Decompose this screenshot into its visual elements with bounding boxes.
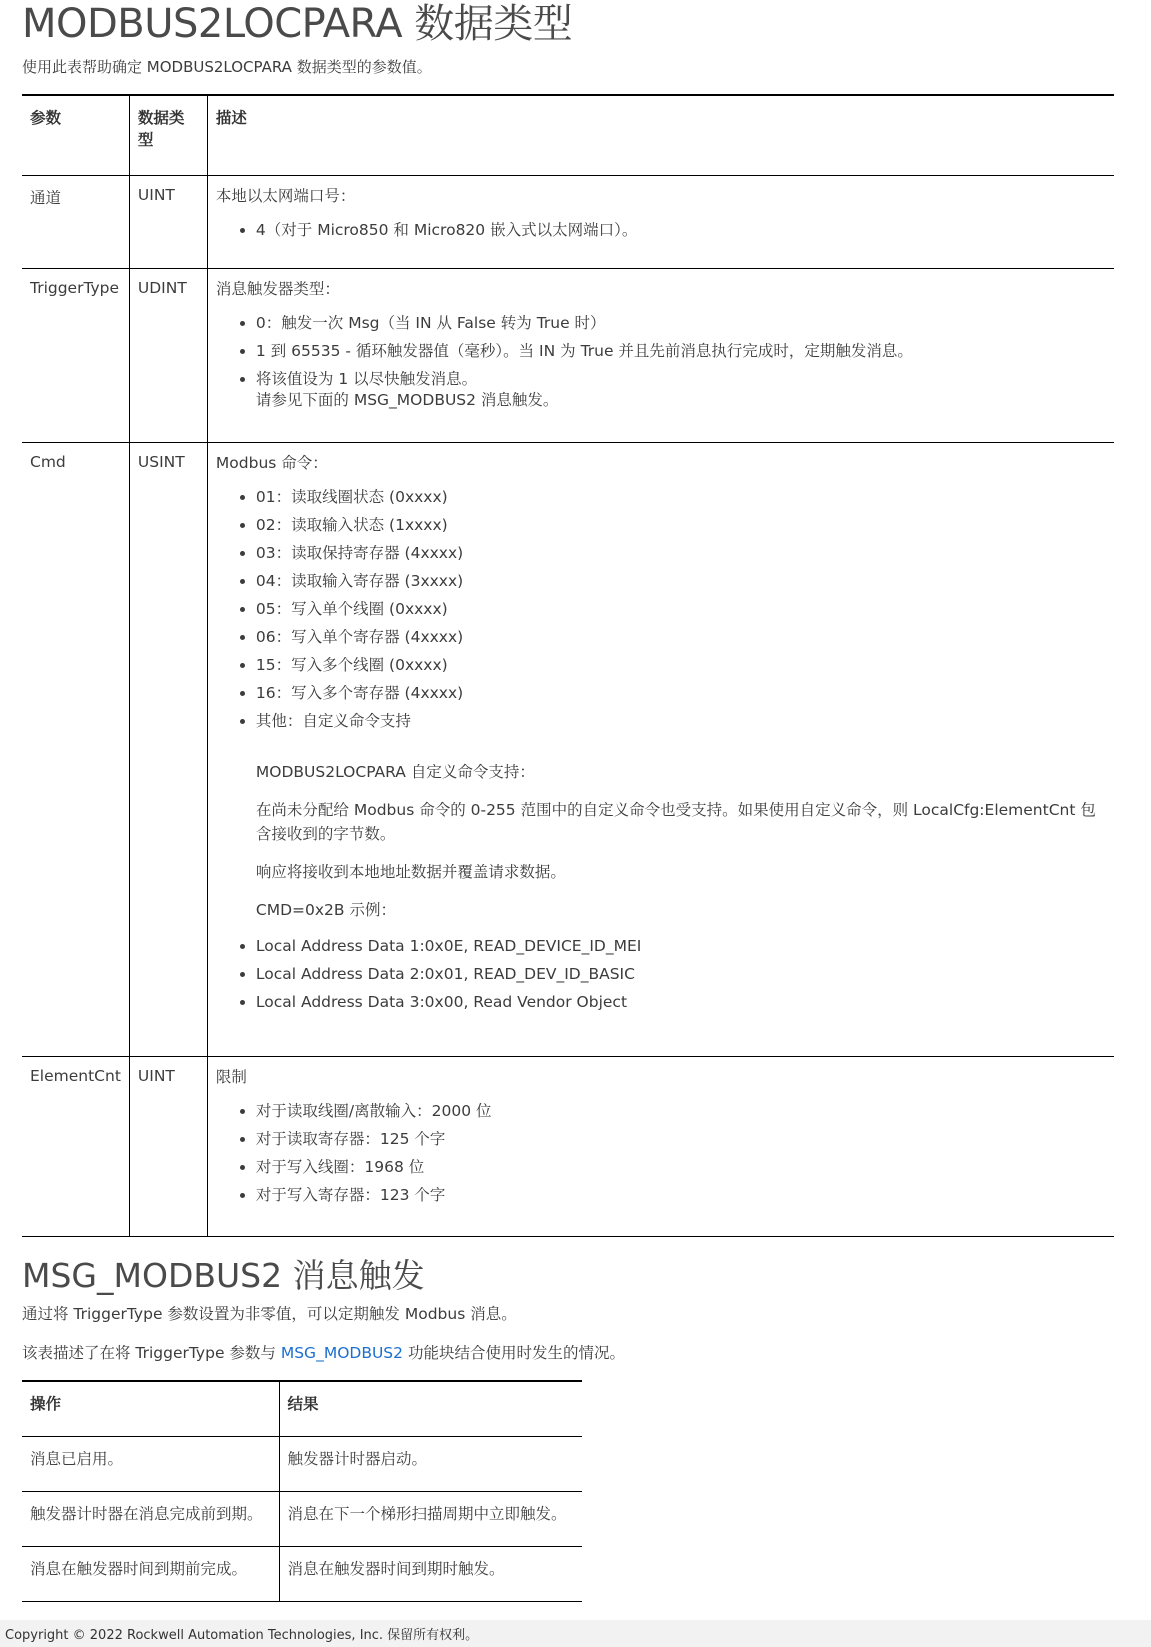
list-item: • Local Address Data 3:0x00, Read Vendor Object bbox=[256, 992, 1106, 1013]
list-item: • 对于读取寄存器：125 个字 bbox=[256, 1129, 1106, 1150]
header-operation: 操作 bbox=[30, 1395, 62, 1413]
table-row bbox=[22, 1436, 582, 1491]
desc-heading: 本地以太网端口号： bbox=[215, 186, 356, 205]
desc-list bbox=[216, 220, 1106, 241]
list-item: • 05：写入单个线圈 (0xxxx) bbox=[256, 599, 1106, 620]
list-item: • 01：读取线圈状态 (0xxxx) bbox=[256, 487, 1106, 508]
msg-modbus2-link[interactable]: MSG_MODBUS2 bbox=[280, 1344, 404, 1362]
header-result: 结果 bbox=[279, 1381, 582, 1436]
list-item-note: 请参见下面的 MSG_MODBUS2 消息触发。 bbox=[255, 390, 559, 409]
header-type: 数据类型 bbox=[129, 95, 207, 175]
intro-text: 使用此表帮助确定 MODBUS2LOCPARA 数据类型的参数值。 bbox=[22, 58, 432, 76]
operation-cell: 消息已启用。 bbox=[30, 1449, 124, 1468]
list-item: • 对于写入寄存器：123 个字 bbox=[256, 1185, 1106, 1206]
custom-cmd-text: 在尚未分配给 Modbus 命令的 0-255 范围中的自定义命令也受支持。如果使用自定义命令，则 LocalCfg:ElementCnt 包含接收到的字节数。 bbox=[255, 800, 1096, 843]
table-row bbox=[22, 442, 1114, 1056]
table-row bbox=[22, 1546, 582, 1601]
copyright-footer: Copyright © 2022 Rockwell Automation Technologies, Inc. 保留所有权利。 bbox=[0, 1620, 1151, 1647]
param-desc bbox=[207, 175, 1114, 268]
result-cell: 触发器计时器启动。 bbox=[279, 1436, 582, 1491]
list-item: • 对于读取线圈/离散输入：2000 位 bbox=[256, 1101, 1106, 1122]
list-item: • 06：写入单个寄存器 (4xxxx) bbox=[256, 627, 1106, 648]
result-cell: 消息在下一个梯形扫描周期中立即触发。 bbox=[279, 1491, 582, 1546]
desc-heading: 消息触发器类型： bbox=[215, 279, 340, 298]
section-para bbox=[22, 1341, 625, 1363]
operation-cell: 消息在触发器时间到期前完成。 bbox=[30, 1559, 248, 1578]
param-type: UINT bbox=[129, 1056, 207, 1236]
list-item: • 16：写入多个寄存器 (4xxxx) bbox=[256, 683, 1106, 704]
param-desc bbox=[207, 268, 1114, 442]
desc-list bbox=[216, 313, 1106, 411]
header-desc: 描述 bbox=[207, 95, 1114, 175]
list-item: • 02：读取输入状态 (1xxxx) bbox=[256, 515, 1106, 536]
list-item: • 0：触发一次 Msg（当 IN 从 False 转为 True 时） bbox=[256, 313, 1106, 334]
param-name: Cmd bbox=[30, 452, 66, 471]
header-param: 参数 bbox=[30, 109, 62, 127]
operation-table bbox=[22, 1380, 582, 1602]
param-type: UINT bbox=[129, 175, 207, 268]
list-item: • 15：写入多个线圈 (0xxxx) bbox=[256, 655, 1106, 676]
param-desc bbox=[207, 1056, 1114, 1236]
list-item: • Local Address Data 2:0x01, READ_DEV_ID_BASIC bbox=[256, 964, 1106, 985]
table-row bbox=[22, 1491, 582, 1546]
para-text: 该表描述了在将 TriggerType 参数与 bbox=[22, 1344, 281, 1362]
table-header-row bbox=[22, 1381, 582, 1436]
desc-list bbox=[216, 487, 1106, 732]
list-item: • 03：读取保持寄存器 (4xxxx) bbox=[256, 543, 1106, 564]
param-type: USINT bbox=[129, 442, 207, 1056]
list-item-text: 将该值设为 1 以尽快触发消息。 bbox=[255, 369, 478, 388]
param-desc bbox=[207, 442, 1114, 1056]
param-name: 通道 bbox=[30, 188, 62, 207]
list-item: • 其他：自定义命令支持 bbox=[256, 711, 1106, 732]
table-row bbox=[22, 268, 1114, 442]
param-type: UDINT bbox=[129, 268, 207, 442]
desc-heading: Modbus 命令： bbox=[215, 453, 328, 472]
table-row bbox=[22, 1056, 1114, 1236]
desc-heading: 限制 bbox=[215, 1067, 247, 1086]
list-item: • 4（对于 Micro850 和 Micro820 嵌入式以太网端口）。 bbox=[256, 220, 1106, 241]
param-name: ElementCnt bbox=[30, 1066, 121, 1085]
example-list bbox=[216, 936, 1106, 1013]
section-para: 通过将 TriggerType 参数设置为非零值，可以定期触发 Modbus 消息。 bbox=[22, 1305, 517, 1323]
list-item: • 04：读取输入寄存器 (3xxxx) bbox=[256, 571, 1106, 592]
page-title: MODBUS2LOCPARA 数据类型 bbox=[22, 1, 573, 47]
para-text: 功能块结合使用时发生的情况。 bbox=[403, 1344, 625, 1362]
list-item: • 对于写入线圈：1968 位 bbox=[256, 1157, 1106, 1178]
param-name: TriggerType bbox=[30, 278, 120, 297]
desc-list bbox=[216, 1101, 1106, 1206]
table-header-row bbox=[22, 95, 1114, 175]
section-title: MSG_MODBUS2 消息触发 bbox=[22, 1256, 425, 1295]
custom-cmd-heading: MODBUS2LOCPARA 自定义命令支持： bbox=[255, 762, 535, 781]
example-heading: CMD=0x2B 示例： bbox=[255, 900, 396, 919]
list-item: • Local Address Data 1:0x0E, READ_DEVICE_ID_MEI bbox=[256, 936, 1106, 957]
result-cell: 消息在触发器时间到期时触发。 bbox=[279, 1546, 582, 1601]
parameter-table bbox=[22, 94, 1114, 1237]
list-item: • 1 到 65535 - 循环触发器值（毫秒）。当 IN 为 True 并且先前消息执行完成时，定期触发消息。 bbox=[256, 341, 1106, 362]
list-item bbox=[256, 369, 1106, 411]
table-row bbox=[22, 175, 1114, 268]
response-text: 响应将接收到本地地址数据并覆盖请求数据。 bbox=[255, 862, 566, 881]
operation-cell: 触发器计时器在消息完成前到期。 bbox=[30, 1504, 263, 1523]
